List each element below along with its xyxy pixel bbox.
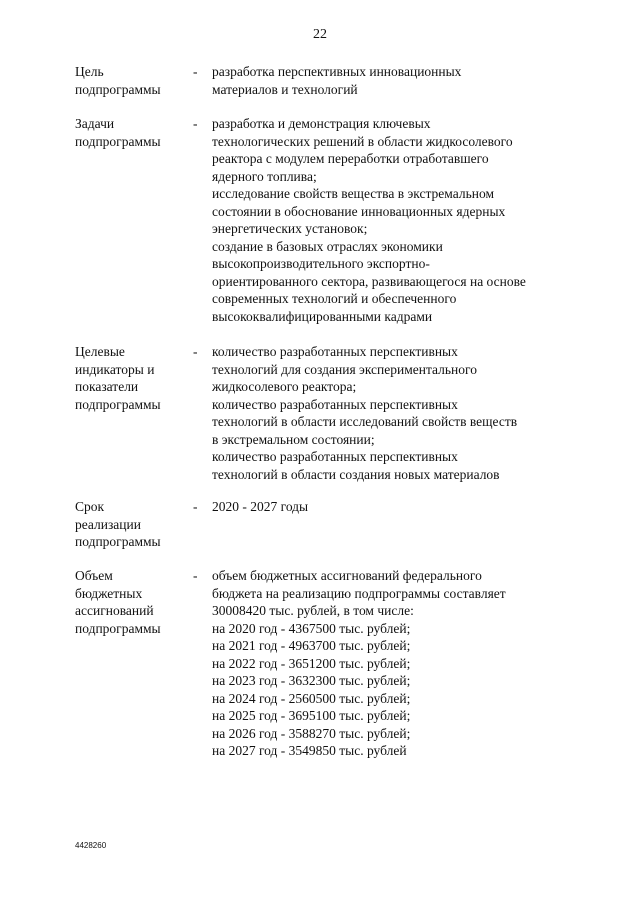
content-line: энергетических установок; [212, 221, 368, 236]
label-line: индикаторы и [75, 361, 155, 377]
content-line: технологий для создания экспериментального [212, 361, 477, 377]
label-line: Цель [75, 64, 104, 79]
page-number: 22 [313, 27, 327, 42]
section-content [212, 567, 572, 760]
label-line: подпрограммы [75, 81, 161, 97]
content-line: высококвалифицированными кадрами [212, 308, 433, 324]
content-line: количество разработанных перспективных [212, 396, 458, 412]
content-line: на 2020 год - 4367500 тыс. рублей; [212, 620, 411, 636]
content-line: 30008420 тыс. рублей, в том числе: [212, 603, 414, 618]
content-line: современных технологий и обеспеченного [212, 291, 457, 306]
content-line: объем бюджетных ассигнований федерального [212, 568, 482, 583]
content-line: количество разработанных перспективных [212, 449, 458, 464]
content-line: на 2023 год - 3632300 тыс. рублей; [212, 673, 411, 688]
section-content [212, 63, 572, 98]
label-line: Целевые [75, 344, 125, 359]
label-line: показатели [75, 379, 139, 394]
content-line: жидкосолевого реактора; [212, 379, 357, 394]
content-line: высокопроизводительного экспортно- [212, 256, 430, 271]
content-line: количество разработанных перспективных [212, 344, 458, 359]
label-line: Срок [75, 499, 105, 514]
label-line: подпрограммы [75, 396, 161, 412]
content-line: реактора с модулем переработки отработавшего [212, 151, 489, 166]
content-line: на 2027 год - 3549850 тыс. рублей [212, 743, 407, 758]
content-line: на 2025 год - 3695100 тыс. рублей; [212, 708, 411, 723]
content-line: состоянии в обоснование инновационных ядерных [212, 203, 506, 219]
section-label [75, 343, 187, 413]
content-line: 2020 - 2027 годы [212, 499, 309, 514]
section-dash: - [193, 64, 198, 79]
label-line: подпрограммы [75, 534, 161, 549]
section-dash: - [193, 499, 198, 514]
section-label [75, 115, 187, 150]
content-line: технологий в области исследований свойств веществ [212, 414, 518, 429]
section-label [75, 567, 187, 637]
content-line: разработка и демонстрация ключевых [212, 116, 431, 131]
label-line: реализации [75, 516, 141, 532]
label-line: ассигнований [75, 603, 154, 618]
label-line: Задачи [75, 116, 115, 131]
content-line: на 2024 год - 2560500 тыс. рублей; [212, 690, 411, 706]
content-line: на 2022 год - 3651200 тыс. рублей; [212, 655, 411, 671]
section-dash: - [193, 344, 198, 359]
label-line: Объем [75, 568, 113, 583]
section-dash: - [193, 568, 198, 583]
section-content [212, 115, 572, 325]
content-line: технологий в области создания новых материалов [212, 466, 500, 482]
content-line: исследование свойств вещества в экстремальном [212, 186, 495, 201]
content-line: на 2021 год - 4963700 тыс. рублей; [212, 638, 411, 653]
content-line: ориентированного сектора, развивающегося на основе [212, 273, 526, 289]
label-line: подпрограммы [75, 620, 161, 636]
content-line: бюджета на реализацию подпрограммы составляет [212, 585, 506, 601]
section-dash: - [193, 116, 198, 131]
content-line: на 2026 год - 3588270 тыс. рублей; [212, 725, 411, 741]
content-line: в экстремальном состоянии; [212, 431, 375, 447]
section-label [75, 498, 187, 551]
label-line: подпрограммы [75, 133, 161, 149]
content-line: разработка перспективных инновационных [212, 64, 462, 79]
section-content [212, 498, 572, 516]
document-id: 4428260 [75, 841, 107, 850]
label-line: бюджетных [75, 585, 143, 601]
section-content [212, 343, 572, 483]
content-line: создание в базовых отраслях экономики [212, 238, 443, 254]
section-label [75, 63, 187, 98]
content-line: ядерного топлива; [212, 168, 317, 184]
content-line: технологических решений в области жидкосолевого [212, 133, 513, 149]
content-line: материалов и технологий [212, 81, 358, 97]
